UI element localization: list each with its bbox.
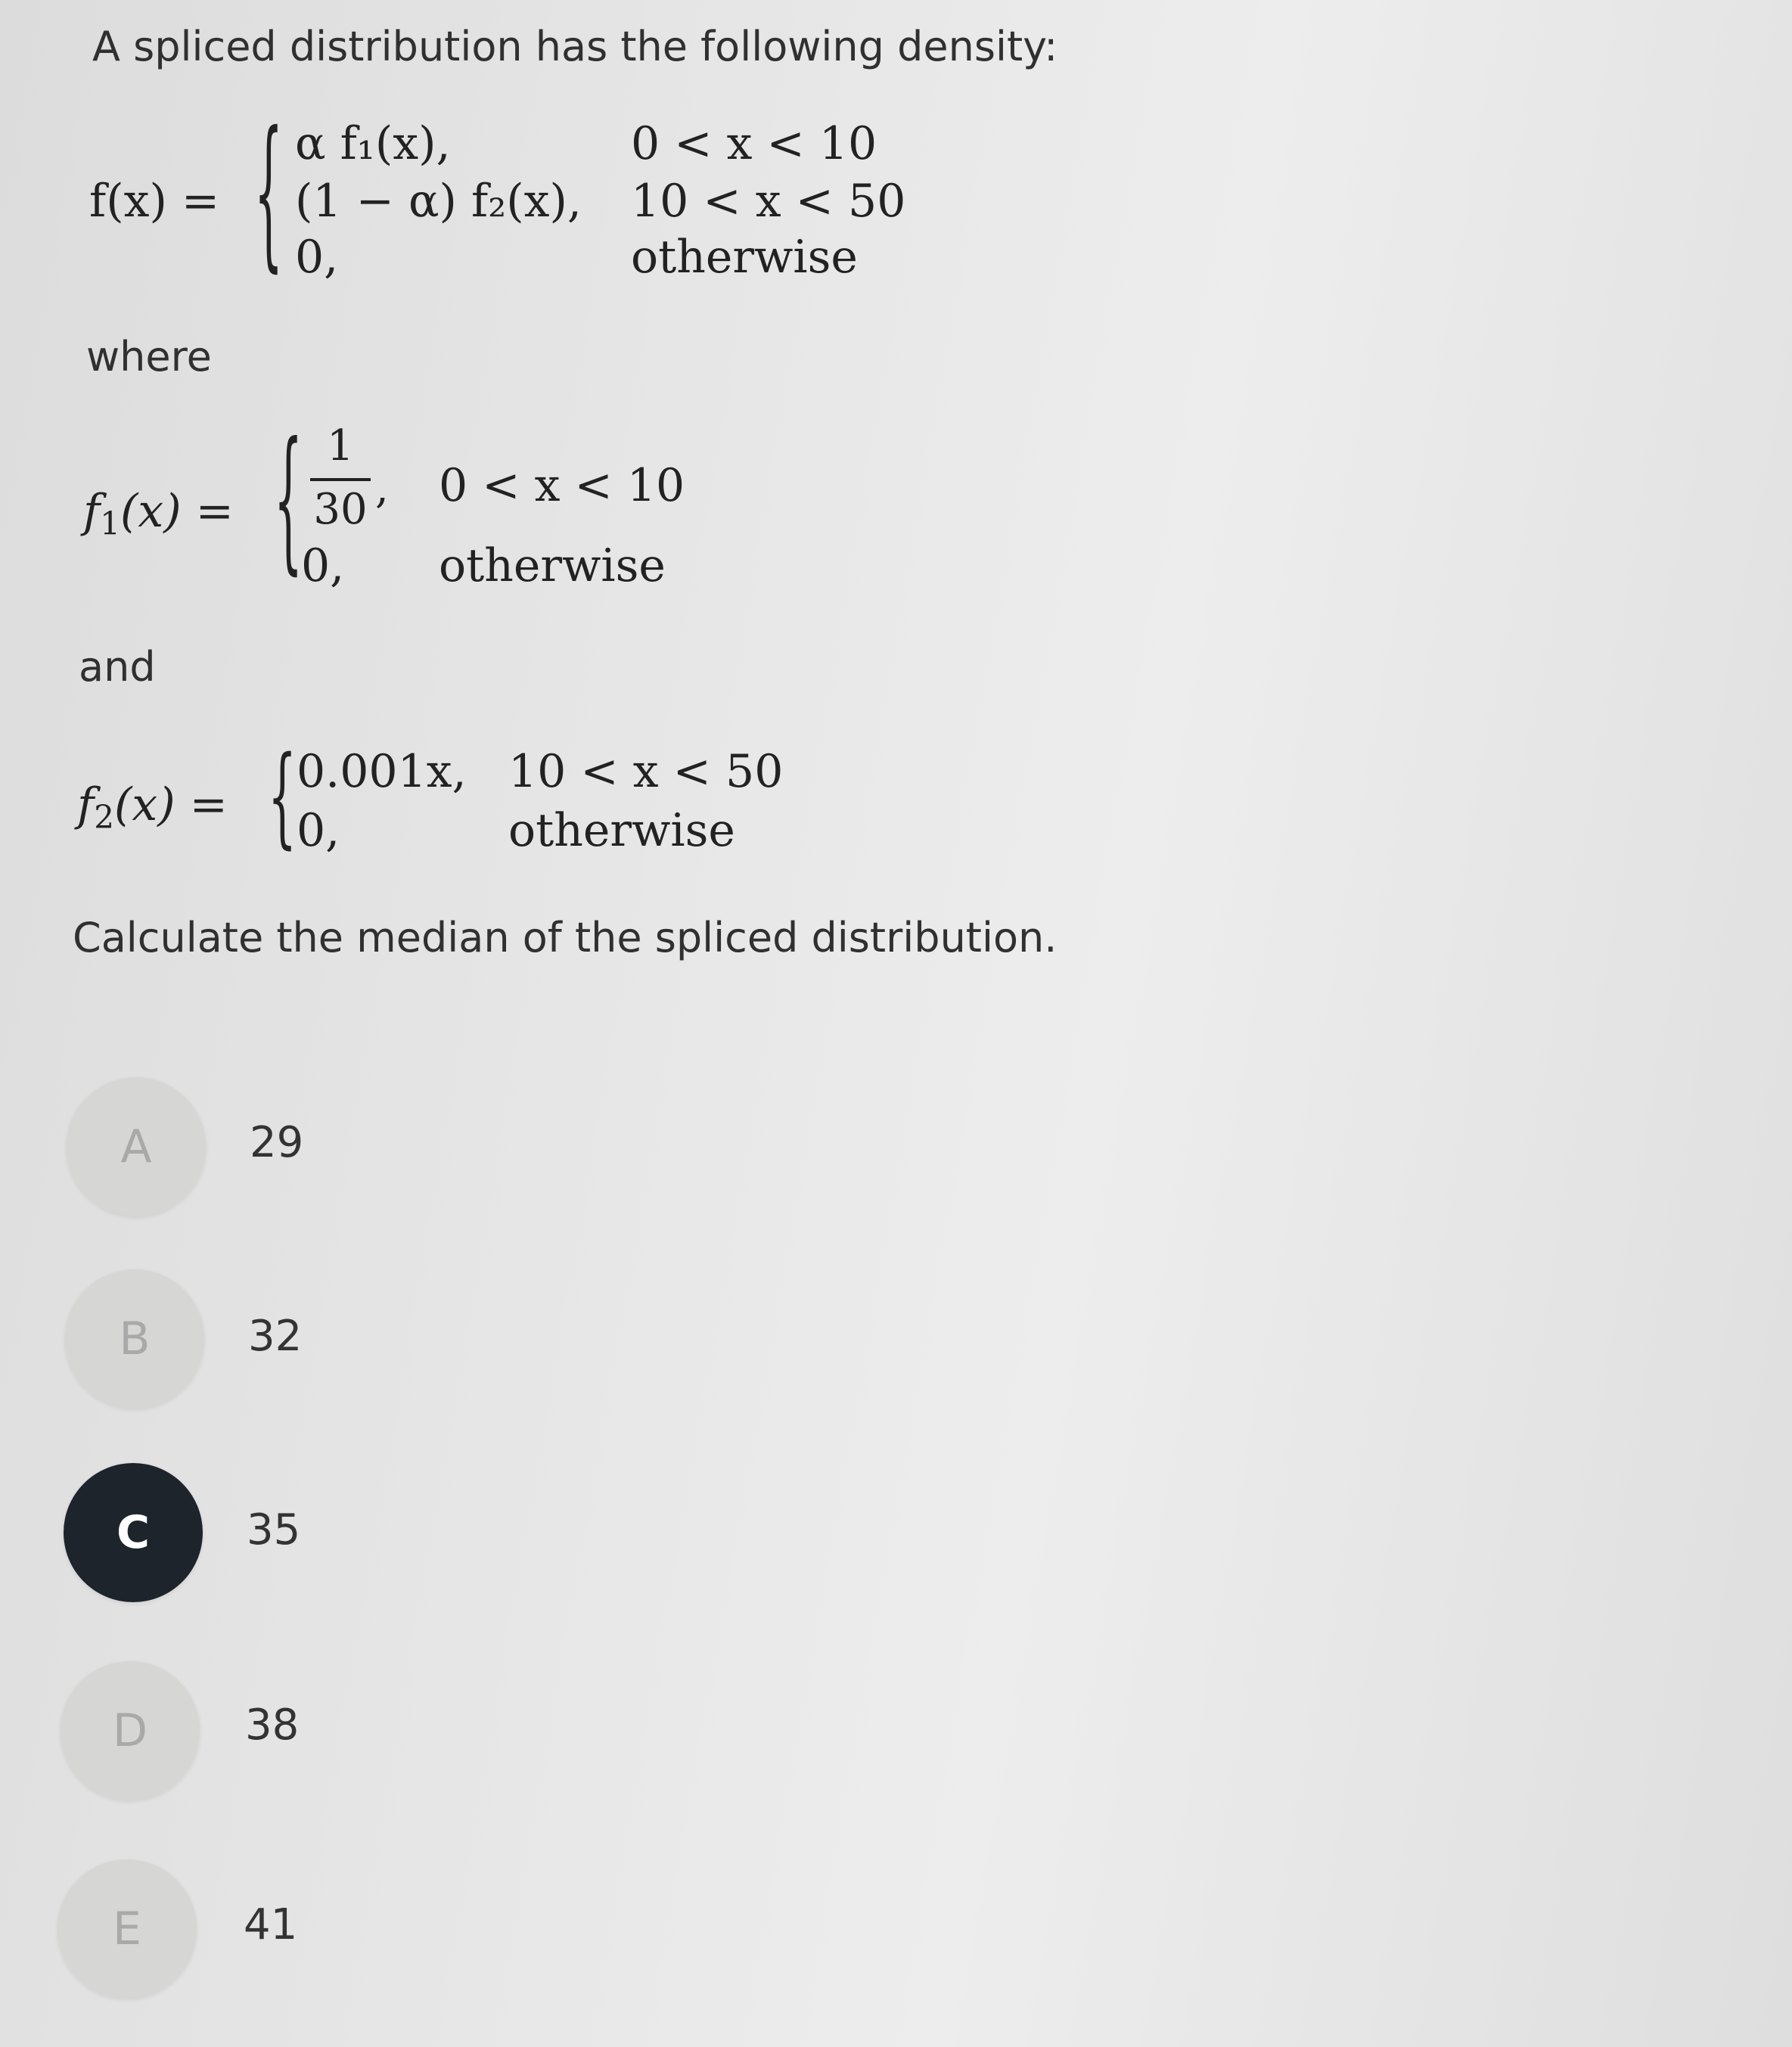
option-b-letter[interactable]: B (65, 1269, 204, 1409)
equation-f-row3-expr: 0, (295, 231, 339, 284)
equation-f-brace: { (254, 98, 284, 289)
option-a-value[interactable]: 29 (250, 1118, 304, 1167)
equation-f-row1-expr: α f₁(x), (295, 117, 451, 170)
equation-f2-row1-cond: 10 < x < 50 (508, 745, 784, 798)
option-a-letter[interactable]: A (67, 1077, 206, 1216)
equation-f1-row2-expr: 0, (301, 539, 345, 592)
option-c-letter[interactable]: C (64, 1463, 203, 1602)
option-d-letter[interactable]: D (61, 1661, 200, 1800)
option-d-value[interactable]: 38 (245, 1701, 300, 1750)
option-e-value[interactable]: 41 (244, 1900, 298, 1949)
equation-f2-row1-expr: 0.001x, (297, 745, 467, 798)
option-b-value[interactable]: 32 (248, 1312, 303, 1361)
option-c-value[interactable]: 35 (247, 1505, 301, 1555)
equation-f-row2-cond: 10 < x < 50 (631, 175, 906, 228)
where-label: where (86, 333, 212, 381)
equation-f-row3-cond: otherwise (631, 231, 858, 284)
equation-f-lhs: f(x) = (89, 175, 220, 228)
fraction-bar (310, 478, 371, 481)
and-label: and (79, 643, 156, 691)
fraction-denominator: 30 (313, 485, 368, 534)
question-intro: A spliced distribution has the following density: (92, 23, 1058, 70)
equation-f2-row2-cond: otherwise (508, 804, 735, 857)
equation-f1-brace: { (274, 411, 303, 591)
option-e-letter[interactable]: E (57, 1859, 197, 1999)
fraction-numerator: 1 (327, 421, 354, 471)
equation-f2-lhs: $f_2(x)$ = (77, 778, 228, 836)
equation-f-row2-expr: (1 − α) f₂(x), (295, 175, 582, 228)
equation-f1-lhs: $f_1(x)$ = (83, 485, 234, 542)
equation-f1-row1-cond: 0 < x < 10 (439, 459, 685, 512)
equation-f1-comma: , (375, 464, 389, 513)
question-prompt: Calculate the median of the spliced distribution. (73, 914, 1057, 961)
equation-f-row1-cond: 0 < x < 10 (631, 117, 877, 170)
equation-f2-brace: { (268, 734, 297, 861)
equation-f1-row2-cond: otherwise (439, 539, 666, 592)
equation-f2-row2-expr: 0, (297, 804, 340, 857)
